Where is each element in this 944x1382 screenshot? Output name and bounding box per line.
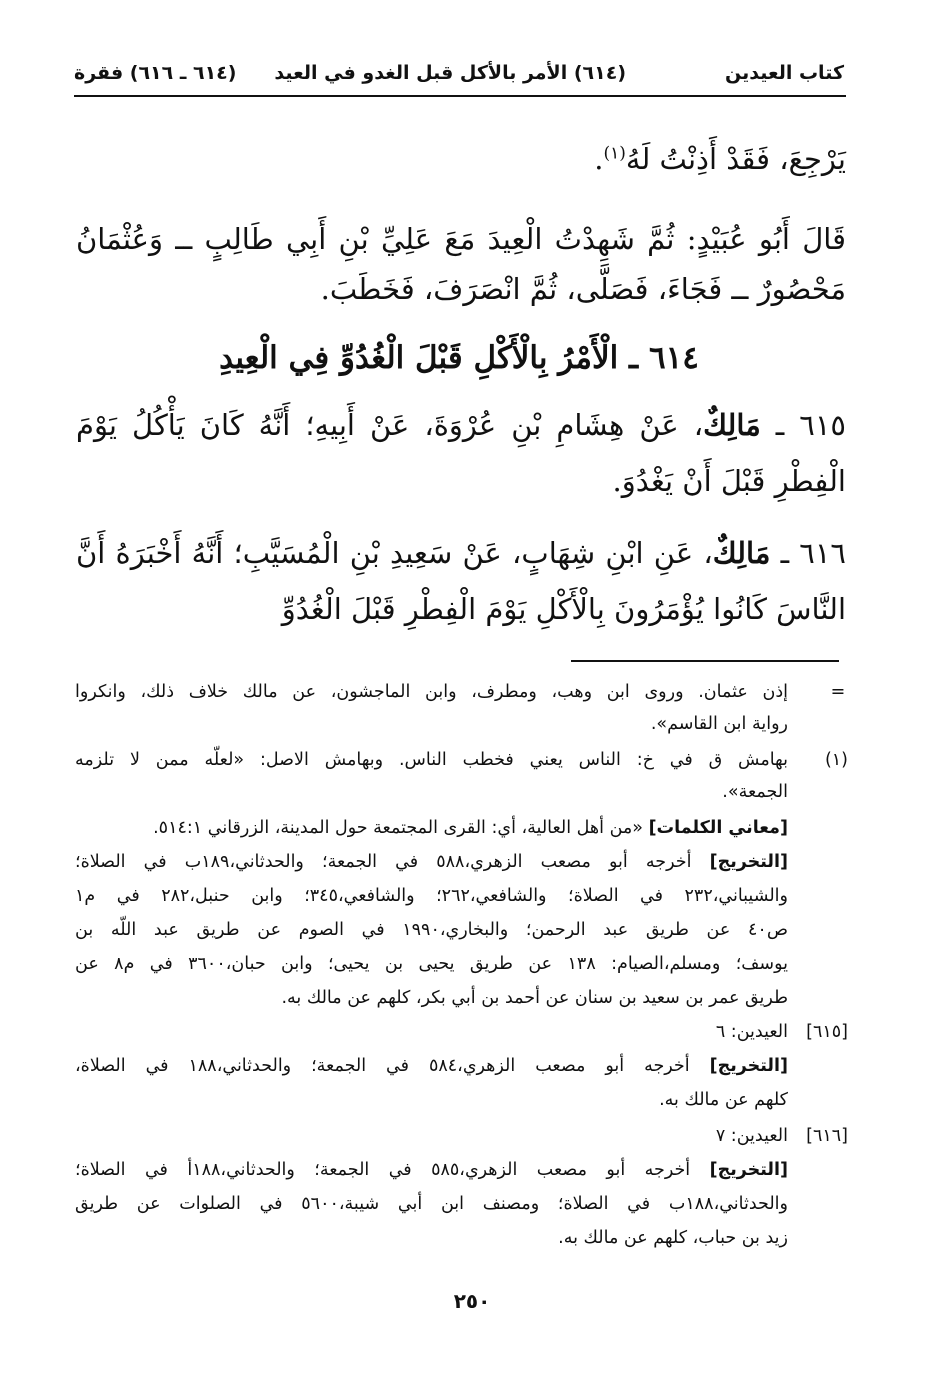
takhrij-616-line-3: زيد بن حباب، كلهم عن مالك به. [558, 1228, 788, 1248]
hadith-text: ، عَنِ ابْنِ شِهَابٍ، عَنْ سَعِيدِ بْنِ الْمُسَيَّبِ؛ أَنَّهُ أَخْبَرَهُ أَنَّ [76, 536, 713, 570]
body-line-3: مَحْصُورٌ ــ فَجَاءَ، فَصَلَّى، ثُمَّ انْصَرَفَ، فَخَطَبَ. [320, 272, 846, 306]
footnote-cont-line-2: رواية ابن القاسم». [650, 714, 788, 734]
hadith-616-line-2: النَّاسَ كَانُوا يُؤْمَرُونَ بِالْأَكْلِ يَوْمَ الْفِطْرِ قَبْلَ الْغُدُوِّ [281, 592, 846, 626]
hadith-615-line-1 [76, 398, 846, 452]
takhrij-616-line-1 [75, 1154, 788, 1186]
takhrij-615-line-1 [75, 1050, 788, 1082]
paragraph-range: (٦١٤ ـ ٦١٦) فقرة [74, 62, 237, 84]
takhrij-text: أخرجه أبو مصعب الزهري،٥٨٨ في الجمعة؛ والحدثاني،١٨٩ب في الصلاة؛ [75, 852, 710, 872]
hadith-text: ، عَنْ هِشَامِ بْنِ عُرْوَةَ، عَنْ أَبِيهِ؛ أَنَّهُ كَانَ يَأْكُلُ يَوْمَ [76, 408, 704, 442]
note-615-ref: العيدين: ٦ [715, 1022, 788, 1042]
footnote-1-mark: (١) [824, 750, 848, 770]
takhrij-label: [التخريج] [709, 852, 788, 872]
hadith-616-line-1 [76, 526, 846, 580]
chapter-title: (٦١٤) الأمر بالأكل قبل الغدو في العيد [274, 62, 626, 84]
page-number: ٢٥٠ [453, 1289, 491, 1313]
hadith-615-line-2: الْفِطْرِ قَبْلَ أَنْ يَغْدُوَ. [612, 464, 846, 498]
footnote-reference: (١) [603, 143, 626, 164]
footnote-1-line-2: الجمعة». [722, 782, 788, 802]
body-text: يَرْجِعَ، فَقَدْ أَذِنْتُ لَهُ [625, 142, 846, 176]
takhrij-label: [التخريج] [709, 1160, 788, 1180]
note-616-ref: العيدين: ٧ [715, 1126, 788, 1146]
header-rule [74, 95, 846, 97]
running-header [74, 58, 844, 92]
takhrij-1-line-5: طريق عمر بن سعيد بن سنان عن أحمد بن أبي بكر، كلهم عن مالك به. [281, 988, 788, 1008]
footnote-rule [571, 660, 839, 662]
takhrij-1-line-3: ص٤٠ عن طريق عبد الرحمن؛ والبخاري،١٩٩٠ في الصوم عن طريق عبد اللّه بن [75, 920, 788, 940]
takhrij-1-line-2: والشيباني،٢٣٢ في الصلاة؛ والشافعي،٢٦٢؛ والشافعي،٣٤٥؛ وابن حنبل،٢٨٢ في م١ [75, 886, 788, 906]
takhrij-615-line-2: كلهم عن مالك به. [659, 1090, 788, 1110]
body-line-1 [76, 132, 846, 186]
hadith-number: ٦١٥ ـ [760, 408, 846, 442]
meanings-text: «من أهل العالية، أي: القرى المجتمعة حول المدينة، الزرقاني ٥١٤:١. [153, 818, 649, 838]
meanings-line [75, 812, 788, 844]
takhrij-label: [التخريج] [709, 1056, 788, 1076]
takhrij-text: أخرجه أبو مصعب الزهري،٥٨٥ في الجمعة؛ والحدثاني،١٨٨أ في الصلاة؛ [75, 1160, 710, 1180]
takhrij-1-line-4: يوسف؛ ومسلم،الصيام: ١٣٨ عن طريق يحيى بن يحيى؛ وابن حبان،٣٦٠٠ في م٨ عن [75, 954, 788, 974]
note-615-mark: [٦١٥] [806, 1022, 848, 1042]
footnote-cont-line-1: إذن عثمان. وروى ابن وهب، ومطرف، وابن الماجشون، عن مالك خلاف ذلك، وانكروا [75, 682, 788, 702]
body-text-end: . [594, 142, 604, 176]
body-line-2: قَالَ أَبُو عُبَيْدٍ: ثُمَّ شَهِدْتُ الْعِيدَ مَعَ عَلِيِّ بْنِ أَبِي طَالِبٍ ــ وَعُثْمَانُ [76, 222, 846, 256]
meanings-label: [معاني الكلمات] [648, 818, 788, 838]
section-heading: ٦١٤ ـ الْأَمْرُ بِالْأَكْلِ قَبْلَ الْغُدُوِّ فِي الْعِيدِ [219, 340, 699, 376]
note-616-mark: [٦١٦] [806, 1126, 848, 1146]
narrator-name: مَالِكٌ [703, 408, 761, 442]
narrator-name: مَالِكٌ [712, 536, 771, 570]
book-title: كتاب العيدين [725, 62, 844, 84]
hadith-number: ٦١٦ ـ [770, 536, 847, 570]
footnote-1-line-1: بهامش ق في خ: الناس يعني فخطب الناس. وبهامش الاصل: «لعلّه ممن لا تلزمه [75, 750, 788, 770]
takhrij-1-line-1 [75, 846, 788, 878]
continuation-mark: = [830, 682, 846, 702]
takhrij-616-line-2: والحدثاني،١٨٨ب في الصلاة؛ ومصنف ابن أبي شيبة،٥٦٠٠ في الصلوات عن طريق [75, 1194, 788, 1214]
takhrij-text: أخرجه أبو مصعب الزهري،٥٨٤ في الجمعة؛ والحدثاني،١٨٨ في الصلاة، [75, 1056, 710, 1076]
